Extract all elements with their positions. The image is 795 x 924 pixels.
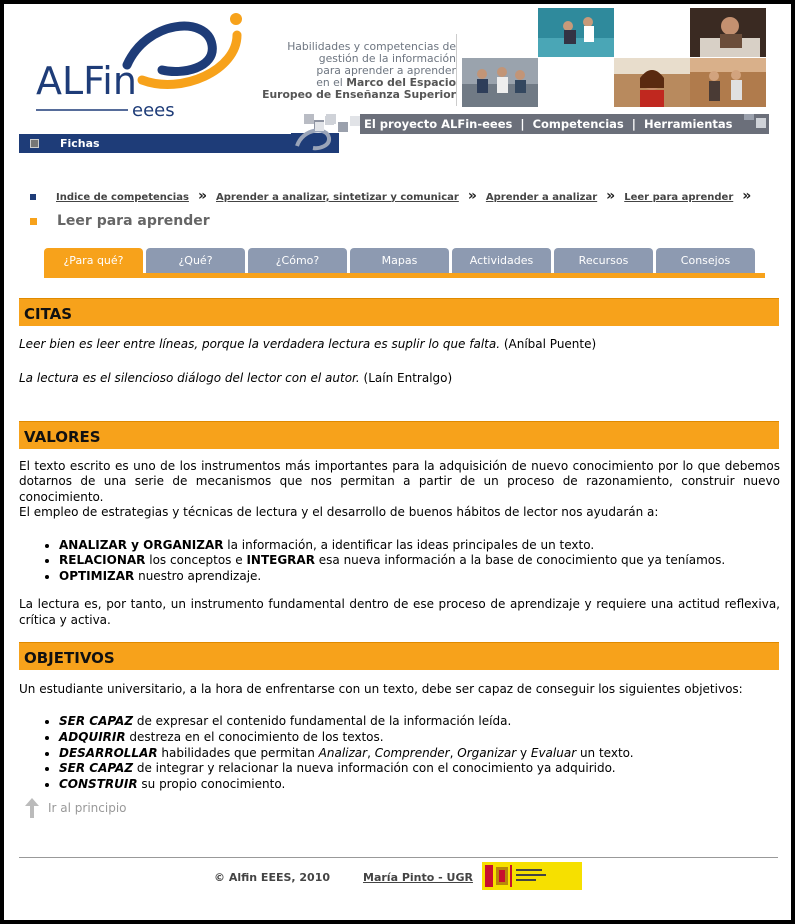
- list-text: nuestro aprendizaje.: [134, 568, 262, 583]
- top-navigation: [364, 114, 733, 134]
- bold-italic-text: ADQUIRIR: [59, 730, 126, 744]
- header-photo-student-reading: [690, 8, 766, 57]
- fichas-label: Fichas: [60, 137, 100, 150]
- bold-text: ORGANIZAR: [143, 537, 224, 552]
- paragraph: Un estudiante universitario, a la hora de enfrentarse con un texto, debe ser capaz de conseguir los siguientes objetivos:: [19, 682, 743, 696]
- quote-author: (Laín Entralgo): [359, 371, 453, 386]
- paragraph: La lectura es, por tanto, un instrumento fundamental dentro de ese proceso de aprendizaje y requiere una actitud reflexiva, crítica y activa.: [19, 597, 780, 627]
- ministerio-educacion-logo[interactable]: [482, 862, 582, 890]
- list-text: de integrar y relacionar la nueva información con el conocimiento ya adquirido.: [133, 761, 616, 776]
- tagline-bold: Marco del Espacio: [346, 76, 456, 90]
- tab-consejos[interactable]: Consejos: [656, 248, 755, 273]
- logo-text: ALFin: [36, 59, 137, 103]
- valores-content: [19, 459, 780, 628]
- bold-text: RELACIONAR: [59, 553, 146, 568]
- list-text: su propio conocimiento.: [137, 776, 286, 791]
- page: [4, 4, 791, 920]
- breadcrumb-link[interactable]: Leer para aprender: [624, 191, 734, 203]
- nav-link-herramientas[interactable]: Herramientas: [643, 117, 733, 131]
- tab-actividades[interactable]: Actividades: [452, 248, 551, 273]
- quote: [19, 337, 780, 352]
- fichas-bar[interactable]: [19, 134, 339, 153]
- objetivos-content: [19, 682, 780, 792]
- tab-mapas[interactable]: Mapas: [350, 248, 449, 273]
- quote-author: (Aníbal Puente): [500, 337, 597, 351]
- list-item: [59, 761, 780, 777]
- tagline-line: Habilidades y competencias de: [287, 40, 456, 53]
- breadcrumb-link[interactable]: Aprender a analizar: [485, 191, 598, 203]
- valores-list: [19, 538, 780, 585]
- list-item: [59, 553, 780, 569]
- tagline-text: en el: [316, 76, 347, 90]
- bold-text: ANALIZAR: [59, 537, 127, 552]
- italic-text: Analizar: [318, 745, 368, 760]
- footer-divider: [19, 857, 778, 858]
- bold-text: OPTIMIZAR: [59, 568, 135, 583]
- header-photo-woman-classroom: [614, 58, 690, 107]
- footer-author-link[interactable]: María Pinto - UGR: [363, 871, 473, 884]
- nav-link-competencias[interactable]: Competencias: [532, 117, 624, 131]
- site-tagline: [244, 41, 456, 101]
- tagline-line: [244, 89, 456, 101]
- tab-que[interactable]: ¿Qué?: [146, 248, 245, 273]
- breadcrumb-chevron-icon: »: [197, 188, 207, 204]
- tab-recursos[interactable]: Recursos: [554, 248, 653, 273]
- header-divider: [456, 34, 457, 106]
- fichas-checkbox-icon: [30, 139, 39, 148]
- list-text: un texto.: [576, 745, 634, 760]
- list-text: destreza en el conocimiento de los textos.: [125, 730, 384, 744]
- quote-text: La lectura es el silencioso diálogo del lector con el autor.: [19, 371, 360, 386]
- list-text: y: [516, 745, 531, 760]
- list-text: los conceptos e: [145, 553, 247, 568]
- tagline-line: gestión de la información: [318, 52, 456, 66]
- list-item: [59, 746, 780, 762]
- tab-para-que[interactable]: ¿Para qué?: [44, 248, 143, 273]
- breadcrumb: [30, 188, 760, 206]
- italic-text: Evaluar: [530, 745, 577, 760]
- list-text: habilidades que permitan: [157, 745, 319, 760]
- paragraph: El texto escrito es uno de los instrumentos más importantes para la adquisición de nuevo conocimiento por lo que debemos dotarnos de una serie de mecanismos que nos permitan a partir de un proceso de razonamiento, construir nuevo conocimiento.: [19, 459, 780, 504]
- list-text: esa nueva información a la base de conocimiento que ya teníamos.: [314, 553, 726, 568]
- alfin-logo[interactable]: [32, 10, 252, 122]
- footer-copyright: © Alfin EEES, 2010: [214, 871, 331, 884]
- bold-italic-text: DESARROLLAR: [59, 745, 158, 760]
- list-item: [59, 538, 780, 554]
- breadcrumb-link[interactable]: Indice de competencias: [56, 191, 189, 203]
- list-item: [59, 730, 780, 746]
- breadcrumb-chevron-icon: »: [606, 188, 616, 204]
- bold-text: y: [126, 537, 144, 552]
- quote-text: Leer bien es leer entre líneas, porque la verdadera lectura es suplir lo que falta.: [19, 337, 501, 351]
- quote: [19, 371, 780, 386]
- italic-text: Comprender: [374, 745, 450, 760]
- list-text: de expresar el contenido fundamental de la información leída.: [133, 714, 512, 729]
- back-to-top-label: Ir al principio: [48, 801, 127, 815]
- list-item: [59, 714, 780, 730]
- nav-link-proyecto[interactable]: El proyecto ALFin-eees: [364, 117, 513, 131]
- tagline-line: para aprender a aprender: [316, 64, 456, 78]
- bold-italic-text: CONSTRUIR: [59, 776, 138, 791]
- italic-text: Organizar: [457, 745, 517, 760]
- list-text: ,: [367, 745, 375, 760]
- paragraph: El empleo de estrategias y técnicas de lectura y el desarrollo de buenos hábitos de lector nos ayudarán a:: [19, 505, 659, 520]
- breadcrumb-bullet-icon: [30, 194, 36, 200]
- nav-separator: |: [520, 117, 525, 131]
- title-bullet-icon: [30, 218, 37, 225]
- bold-italic-text: SER CAPAZ: [59, 714, 134, 729]
- header-photo-students-jumping: [538, 8, 614, 57]
- list-item: [59, 777, 780, 793]
- list-text: ,: [449, 745, 458, 760]
- breadcrumb-chevron-icon: »: [467, 188, 477, 204]
- tab-underline: [44, 273, 765, 278]
- nav-separator: |: [631, 117, 636, 131]
- header-photo-students-library: [690, 58, 766, 107]
- objetivos-list: [19, 714, 780, 792]
- page-title: Leer para aprender: [57, 213, 210, 229]
- tab-bar: [44, 248, 758, 273]
- breadcrumb-link[interactable]: Aprender a analizar, sintetizar y comunicar: [215, 191, 459, 203]
- citas-content: [19, 337, 780, 387]
- list-item: [59, 569, 780, 585]
- back-to-top-link[interactable]: [24, 797, 127, 819]
- bold-text: INTEGRAR: [246, 553, 315, 568]
- tab-como[interactable]: ¿Cómo?: [248, 248, 347, 273]
- bold-italic-text: SER CAPAZ: [59, 761, 134, 776]
- list-text: la información, a identificar las ideas principales de un texto.: [223, 537, 595, 552]
- tagline-bold: Europeo de Enseñanza Superior: [262, 88, 456, 102]
- fichas-logo-mark-icon: [291, 116, 339, 153]
- footer: [214, 871, 473, 884]
- logo-subtext: eees: [132, 100, 175, 121]
- section-heading-valores: VALORES: [19, 421, 779, 449]
- arrow-up-icon: [24, 797, 40, 819]
- section-heading-citas: CITAS: [19, 298, 779, 326]
- header-photo-students-sitting: [462, 58, 538, 107]
- page-title-row: [30, 213, 210, 229]
- breadcrumb-chevron-icon: »: [742, 188, 752, 204]
- section-heading-objetivos: OBJETIVOS: [19, 642, 779, 670]
